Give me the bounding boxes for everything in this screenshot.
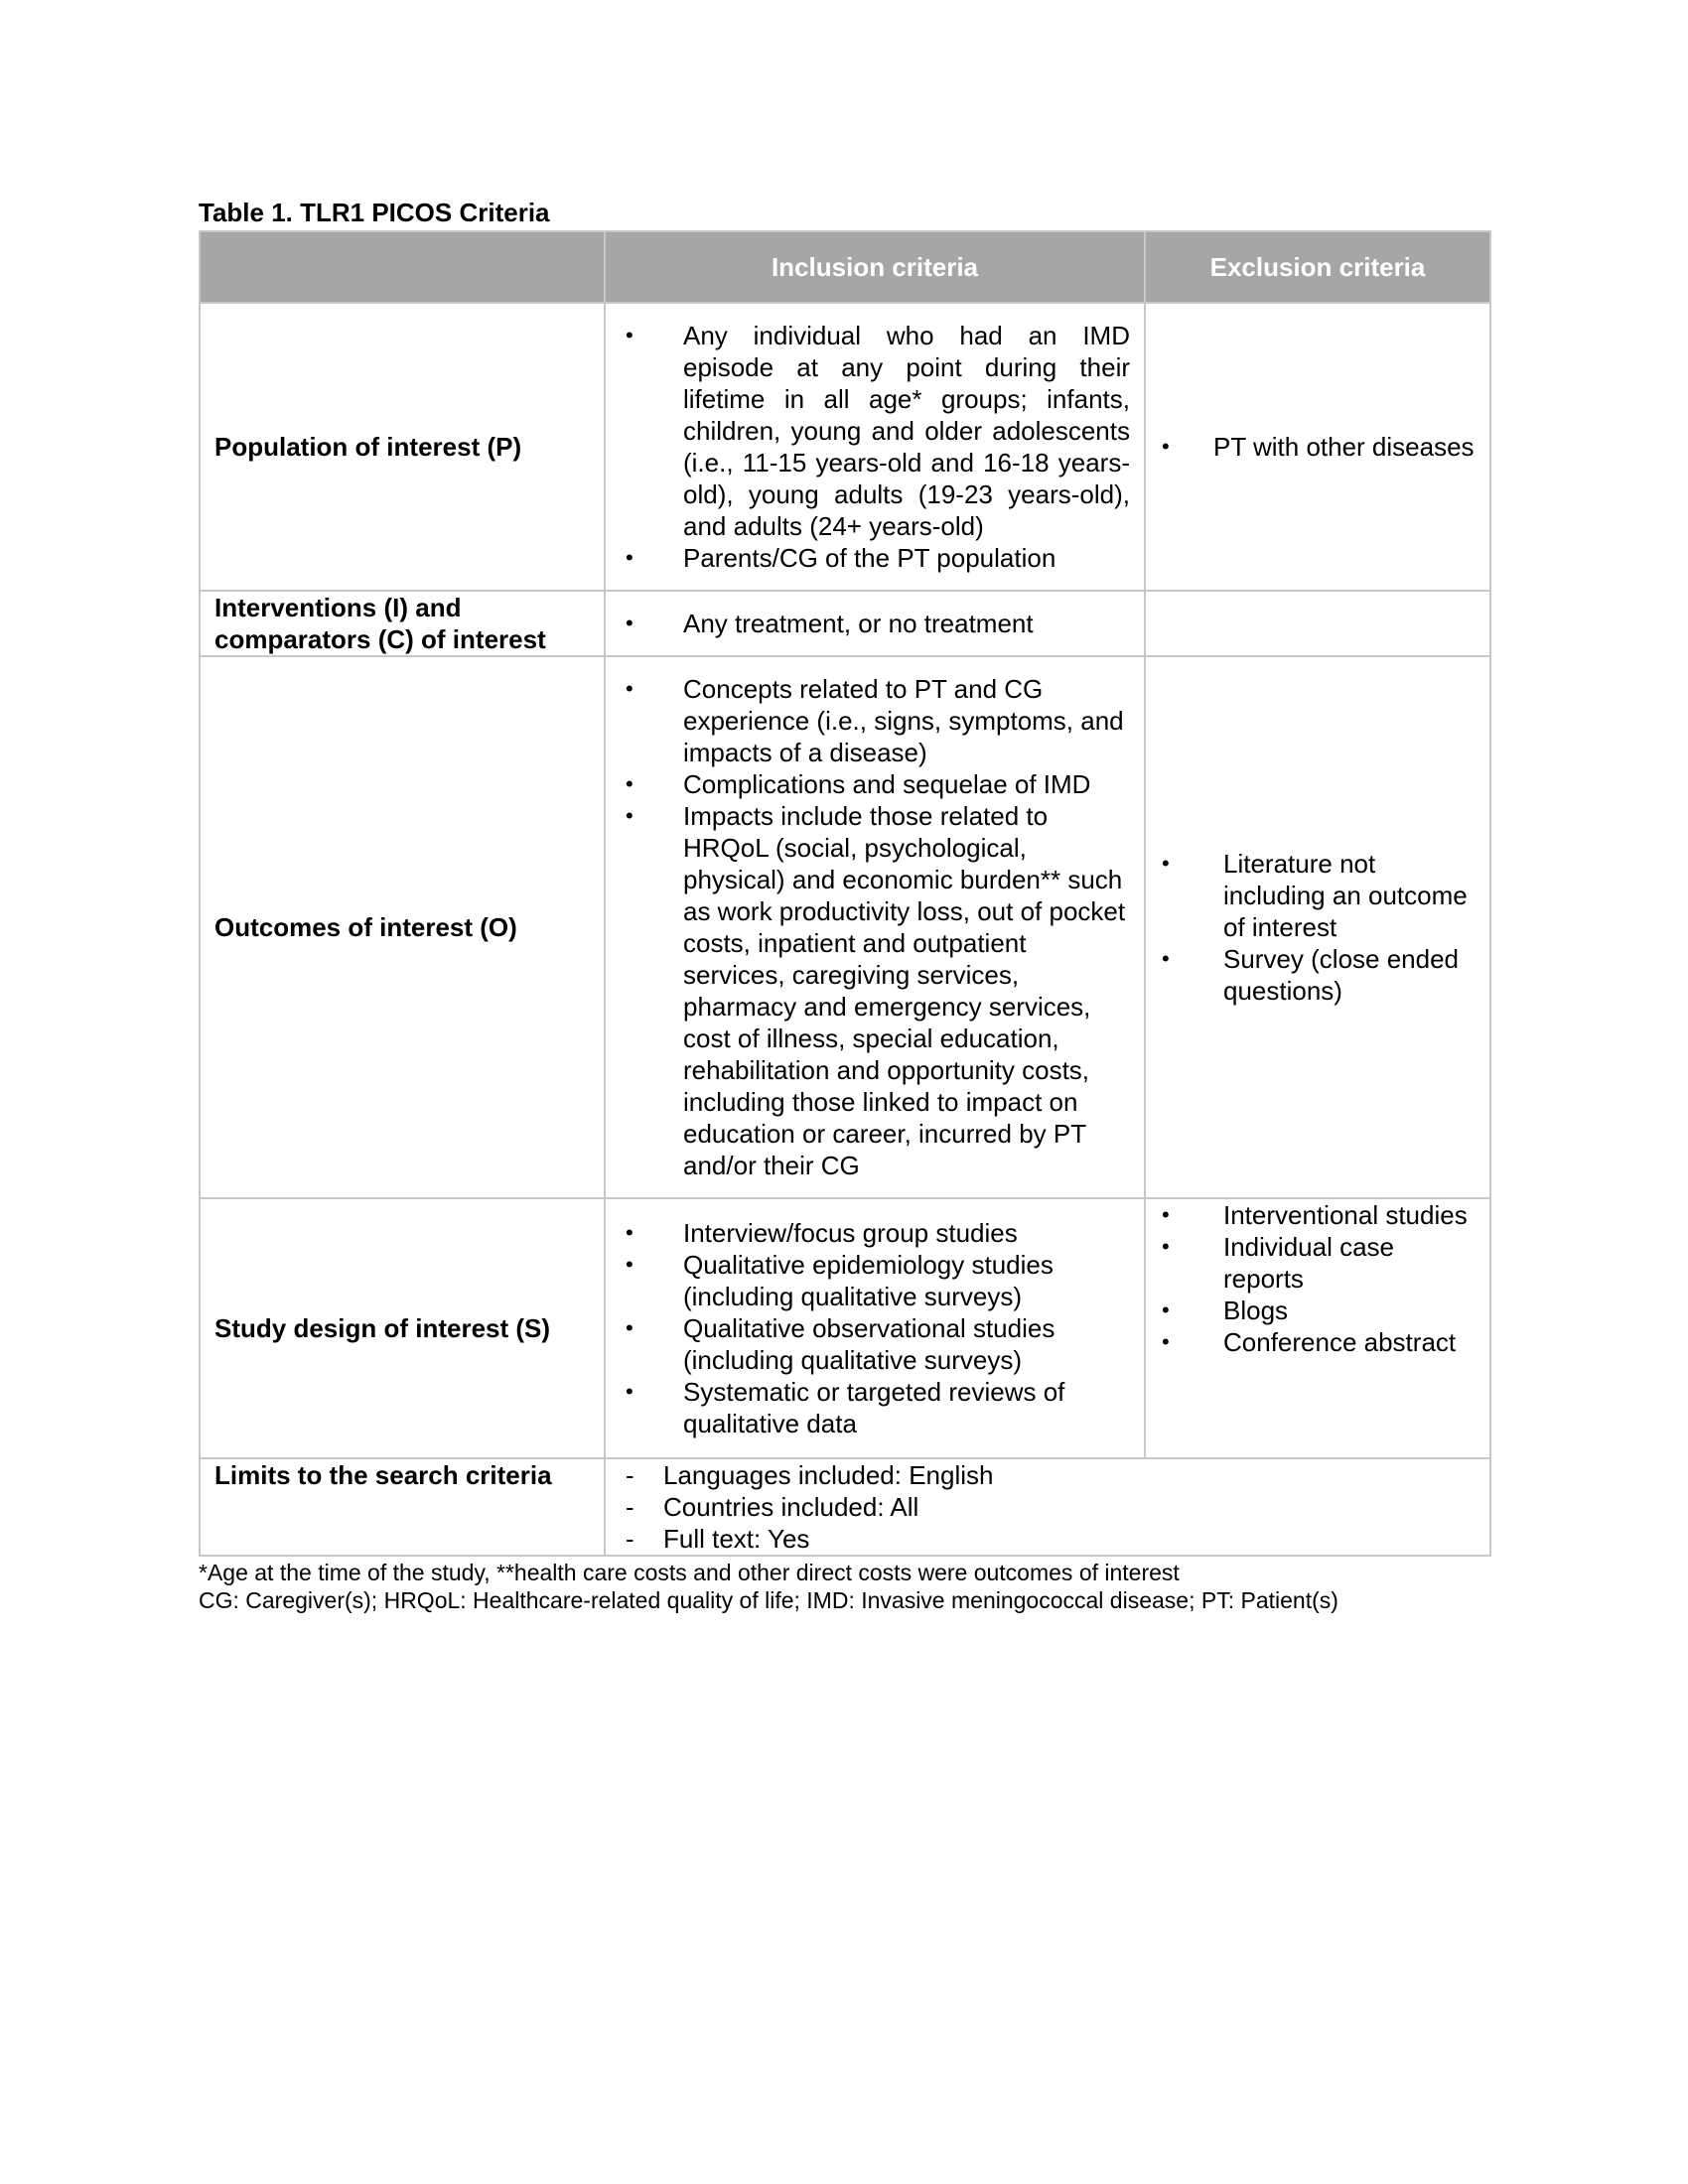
limits-item: - Countries included: All (606, 1491, 1489, 1523)
study-design-exclusion-item: • Individual case reports (1146, 1231, 1489, 1295)
outcomes-exclusion-item: • Literature not including an outcome of interest (1146, 848, 1489, 943)
outcomes-inclusion-item: • Complications and sequelae of IMD (606, 768, 1144, 800)
study-design-exclusion-item: • Conference abstract (1146, 1326, 1489, 1358)
population-exclusion-cell (1145, 303, 1490, 591)
population-exclusion-item: • PT with other diseases (1146, 431, 1489, 463)
limits-cell (605, 1458, 1490, 1556)
footnote-abbreviations: CG: Caregiver(s); HRQoL: Healthcare-related quality of life; IMD: Invasive meningococcal disease; PT: Patient(s) (199, 1587, 1338, 1613)
header-row (200, 231, 1490, 303)
study-design-inclusion-item: • Qualitative observational studies (including qualitative surveys) (606, 1312, 1144, 1376)
picos-table (199, 230, 1491, 1557)
footnotes (199, 1559, 1489, 1614)
outcomes-exclusion-item: • Survey (close ended questions) (1146, 943, 1489, 1007)
population-inclusion-item: • Parents/CG of the PT population (606, 542, 1144, 574)
study-design-exclusion-item: • Blogs (1146, 1295, 1489, 1326)
table-caption: Table 1. TLR1 PICOS Criteria (199, 198, 550, 227)
row-interventions (200, 591, 1490, 656)
study-design-exclusion-item: • Interventional studies (1146, 1199, 1489, 1231)
header-inclusion: Inclusion criteria (605, 231, 1145, 303)
outcomes-exclusion-cell (1145, 656, 1490, 1198)
limits-item: - Languages included: English (606, 1459, 1489, 1491)
row-label-interventions: Interventions (I) and comparators (C) of interest (200, 591, 605, 656)
interventions-inclusion-cell (605, 591, 1145, 656)
interventions-inclusion-item: • Any treatment, or no treatment (606, 608, 1144, 639)
row-label-population: Population of interest (P) (200, 303, 605, 591)
row-outcomes (200, 656, 1490, 1198)
row-label-outcomes: Outcomes of interest (O) (200, 656, 605, 1198)
interventions-exclusion-cell (1145, 591, 1490, 656)
outcomes-inclusion-item: • Impacts include those related to HRQoL (social, psychological, physical) and economic burden** such as work productivity loss, out of pocket costs, inpatient and outpatient services, caregiving services, pharmacy and emergency services, cost of illness, special education, rehabilitation and opportunity costs, including those linked to impact on education or career, incurred by PT and/or their CG (606, 800, 1144, 1181)
population-inclusion-cell (605, 303, 1145, 591)
row-population (200, 303, 1490, 591)
study-design-exclusion-cell (1145, 1198, 1490, 1458)
footnote-age: *Age at the time of the study, **health care costs and other direct costs were outcomes of interest (199, 1560, 1180, 1585)
study-design-inclusion-item: • Qualitative epidemiology studies (including qualitative surveys) (606, 1249, 1144, 1312)
row-label-limits: Limits to the search criteria (200, 1458, 605, 1556)
study-design-inclusion-cell (605, 1198, 1145, 1458)
row-study-design (200, 1198, 1490, 1458)
study-design-inclusion-item: • Systematic or targeted reviews of qualitative data (606, 1376, 1144, 1439)
population-inclusion-item: • Any individual who had an IMD episode at any point during their lifetime in all age* groups; infants, children, young and older adolescents (i.e., 11-15 years-old and 16-18 years-old), young adults (19-23 years-old), and adults (24+ years-old) (606, 320, 1144, 542)
header-empty-cell (200, 231, 605, 303)
study-design-inclusion-item: • Interview/focus group studies (606, 1217, 1144, 1249)
row-label-study-design: Study design of interest (S) (200, 1198, 605, 1458)
outcomes-inclusion-cell (605, 656, 1145, 1198)
row-limits (200, 1458, 1490, 1556)
limits-item: - Full text: Yes (606, 1523, 1489, 1555)
header-exclusion: Exclusion criteria (1145, 231, 1490, 303)
document-page (199, 195, 1489, 1614)
outcomes-inclusion-item: • Concepts related to PT and CG experience (i.e., signs, symptoms, and impacts of a disease) (606, 673, 1144, 768)
